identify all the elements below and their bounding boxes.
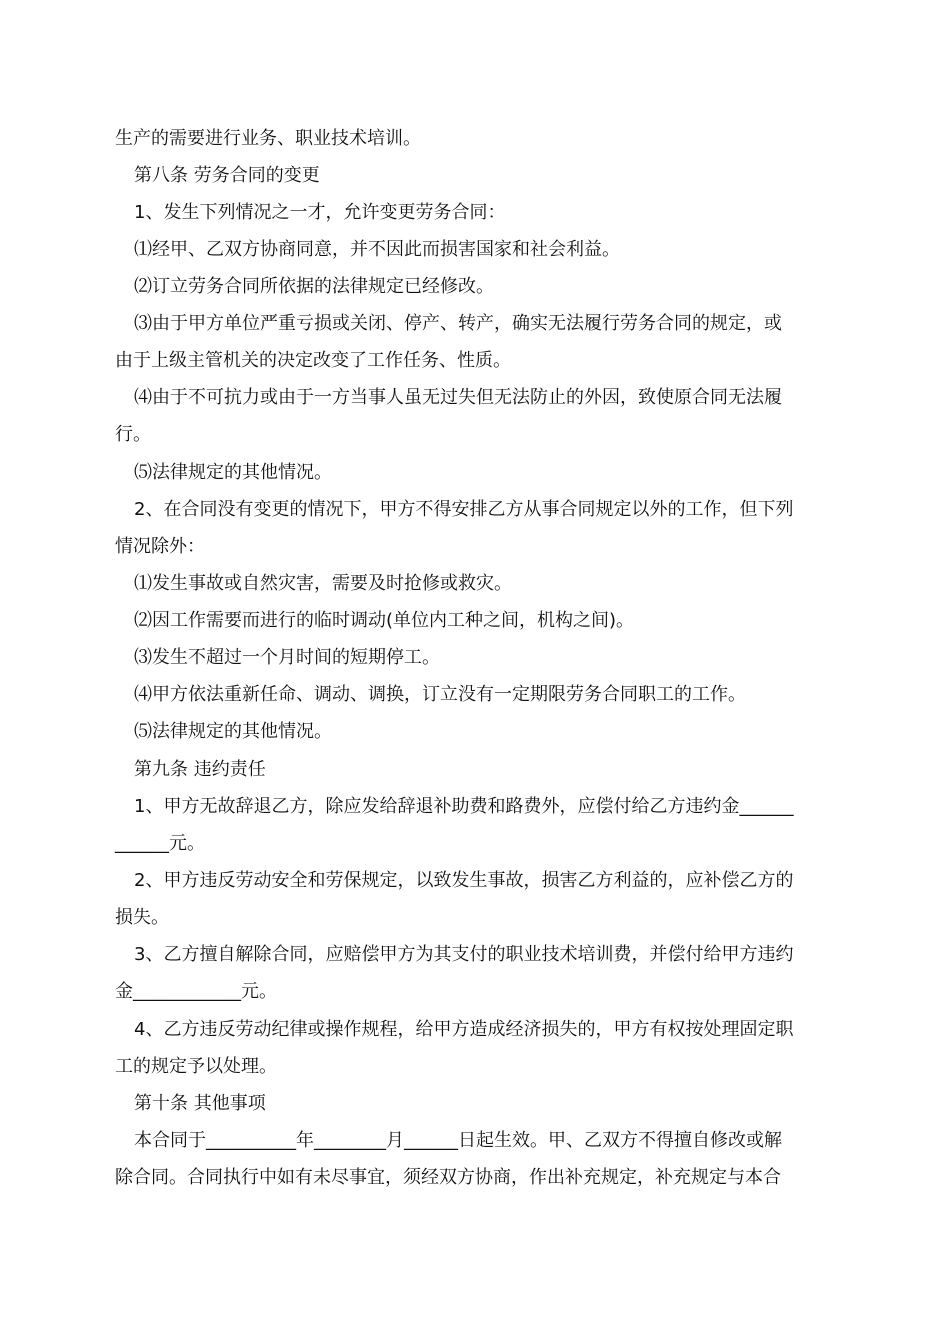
- section-heading: 第八条 劳务合同的变更: [134, 165, 320, 186]
- text-line: 生产的需要进行业务、职业技术培训。: [115, 128, 421, 149]
- text-line: ⑶发生不超过一个月时间的短期停工。: [134, 647, 440, 668]
- text-line: 由于上级主管机关的决定改变了工作任务、性质。: [115, 350, 511, 371]
- text-line: 情况除外：: [115, 536, 205, 557]
- section-heading: 第九条 违约责任: [134, 759, 266, 780]
- section-heading: 第十条 其他事项: [134, 1093, 266, 1114]
- text-line: ⑵订立劳务合同所依据的法律规定已经修改。: [134, 276, 494, 297]
- text-line: ⑵因工作需要而进行的临时调动(单位内工种之间，机构之间)。: [134, 610, 635, 631]
- text-line: 行。: [115, 424, 151, 445]
- text-line: 4、乙方违反劳动纪律或操作规程，给甲方造成经济损失的，甲方有权按处理固定职: [134, 1019, 794, 1040]
- text-line: 本合同于__________年________月______日起生效。甲、乙双方不得擅自修改或解: [134, 1130, 782, 1151]
- text-line: 3、乙方擅自解除合同，应赔偿甲方为其支付的职业技术培训费，并偿付给甲方违约: [134, 944, 794, 965]
- text-line: ⑴经甲、乙双方协商同意，并不因此而损害国家和社会利益。: [134, 239, 620, 260]
- text-line: ⑶由于甲方单位严重亏损或关闭、停产、转产，确实无法履行劳务合同的规定，或: [134, 313, 782, 334]
- text-line: 工的规定予以处理。: [115, 1056, 277, 1077]
- text-line: 金____________元。: [115, 981, 277, 1002]
- text-line: 1、发生下列情况之一才，允许变更劳务合同：: [134, 202, 506, 223]
- text-line: ⑷甲方依法重新任命、调动、调换，订立没有一定期限劳务合同职工的工作。: [134, 684, 746, 705]
- text-line: 2、在合同没有变更的情况下，甲方不得安排乙方从事合同规定以外的工作，但下列: [134, 499, 794, 520]
- text-line: 1、甲方无故辞退乙方，除应发给辞退补助费和路费外，应偿付给乙方违约金______: [134, 796, 794, 817]
- text-line: 2、甲方违反劳动安全和劳保规定，以致发生事故，损害乙方利益的，应补偿乙方的: [134, 870, 794, 891]
- text-line: ⑷由于不可抗力或由于一方当事人虽无过失但无法防止的外因，致使原合同无法履: [134, 387, 782, 408]
- text-line: ⑴发生事故或自然灾害，需要及时抢修或救灾。: [134, 573, 512, 594]
- text-line: ______元。: [115, 833, 205, 854]
- text-line: ⑸法律规定的其他情况。: [134, 721, 332, 742]
- text-line: 损失。: [115, 907, 169, 928]
- text-line: ⑸法律规定的其他情况。: [134, 462, 332, 483]
- text-line: 除合同。合同执行中如有未尽事宜，须经双方协商，作出补充规定，补充规定与本合: [115, 1167, 781, 1188]
